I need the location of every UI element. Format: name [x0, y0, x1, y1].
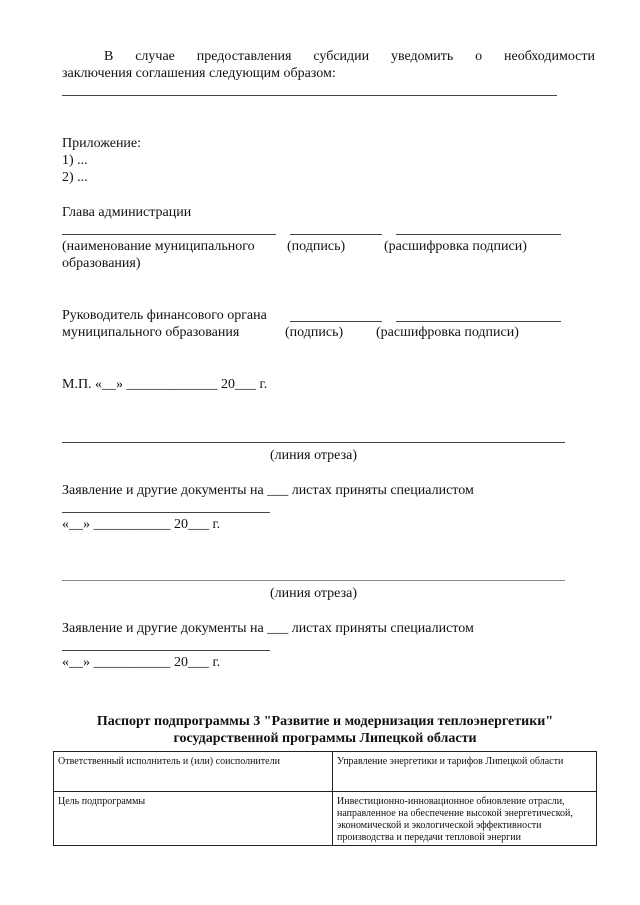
- appendix-item-2: 2) ...: [62, 170, 88, 185]
- date-line-2: «__» ___________ 20___ г.: [62, 655, 221, 670]
- statement-2: Заявление и другие документы на ___ листах приняты специалистом: [62, 621, 474, 636]
- finance-head-decode-line: [396, 321, 561, 322]
- appendix-title: Приложение:: [62, 136, 142, 151]
- finance-head-label-sign: (подпись): [285, 325, 344, 340]
- head-admin-decode-line: [396, 234, 561, 235]
- statement-1: Заявление и другие документы на ___ листах приняты специалистом: [62, 483, 474, 498]
- passport-table: [53, 751, 597, 846]
- head-admin-label-org: (наименование муниципального: [62, 239, 255, 254]
- intro-line-2: заключения соглашения следующим образом:: [62, 66, 336, 81]
- head-admin-name-line: [62, 234, 276, 235]
- finance-head-sign-line: [290, 321, 382, 322]
- cut-line-1: [62, 442, 565, 443]
- stamp-line: М.П. «__» _____________ 20___ г.: [62, 377, 268, 392]
- cut-line-2: [62, 580, 565, 581]
- table-row: [54, 792, 597, 846]
- head-admin-label-org-2: образования): [62, 256, 141, 271]
- appendix-item-1: 1) ...: [62, 153, 88, 168]
- row-label: Цель подпрограммы: [54, 792, 333, 846]
- head-admin-title: Глава администрации: [62, 205, 192, 220]
- finance-head-org: муниципального образования: [62, 325, 240, 340]
- cut-label-2: (линия отреза): [270, 586, 357, 601]
- row-label: Ответственный исполнитель и (или) соисполнители: [54, 752, 333, 792]
- row-value: Инвестиционно-инновационное обновление отрасли, направленное на обеспечение высокой энергетической, экономической и экологической эффективности производства и передачи тепловой энергии: [333, 792, 597, 846]
- date-line-1: «__» ___________ 20___ г.: [62, 517, 221, 532]
- table-row: [54, 752, 597, 792]
- finance-head-label-decode: (расшифровка подписи): [376, 325, 519, 340]
- cut-label-1: (линия отреза): [270, 448, 357, 463]
- head-admin-label-decode: (расшифровка подписи): [384, 239, 527, 254]
- passport-title-1: Паспорт подпрограммы 3 "Развитие и модернизация теплоэнергетики": [96, 714, 554, 729]
- specialist-line-2: [62, 650, 270, 651]
- head-admin-sign-line: [290, 234, 382, 235]
- passport-title-2: государственной программы Липецкой области: [173, 731, 477, 746]
- specialist-line-1: [62, 512, 270, 513]
- finance-head-title: Руководитель финансового органа: [62, 308, 267, 323]
- row-value: Управление энергетики и тарифов Липецкой области: [333, 752, 597, 792]
- intro-line-1: В случае предоставления субсидии уведомить о необходимости: [104, 49, 595, 64]
- intro-answer-line: [62, 95, 557, 96]
- head-admin-label-sign: (подпись): [287, 239, 346, 254]
